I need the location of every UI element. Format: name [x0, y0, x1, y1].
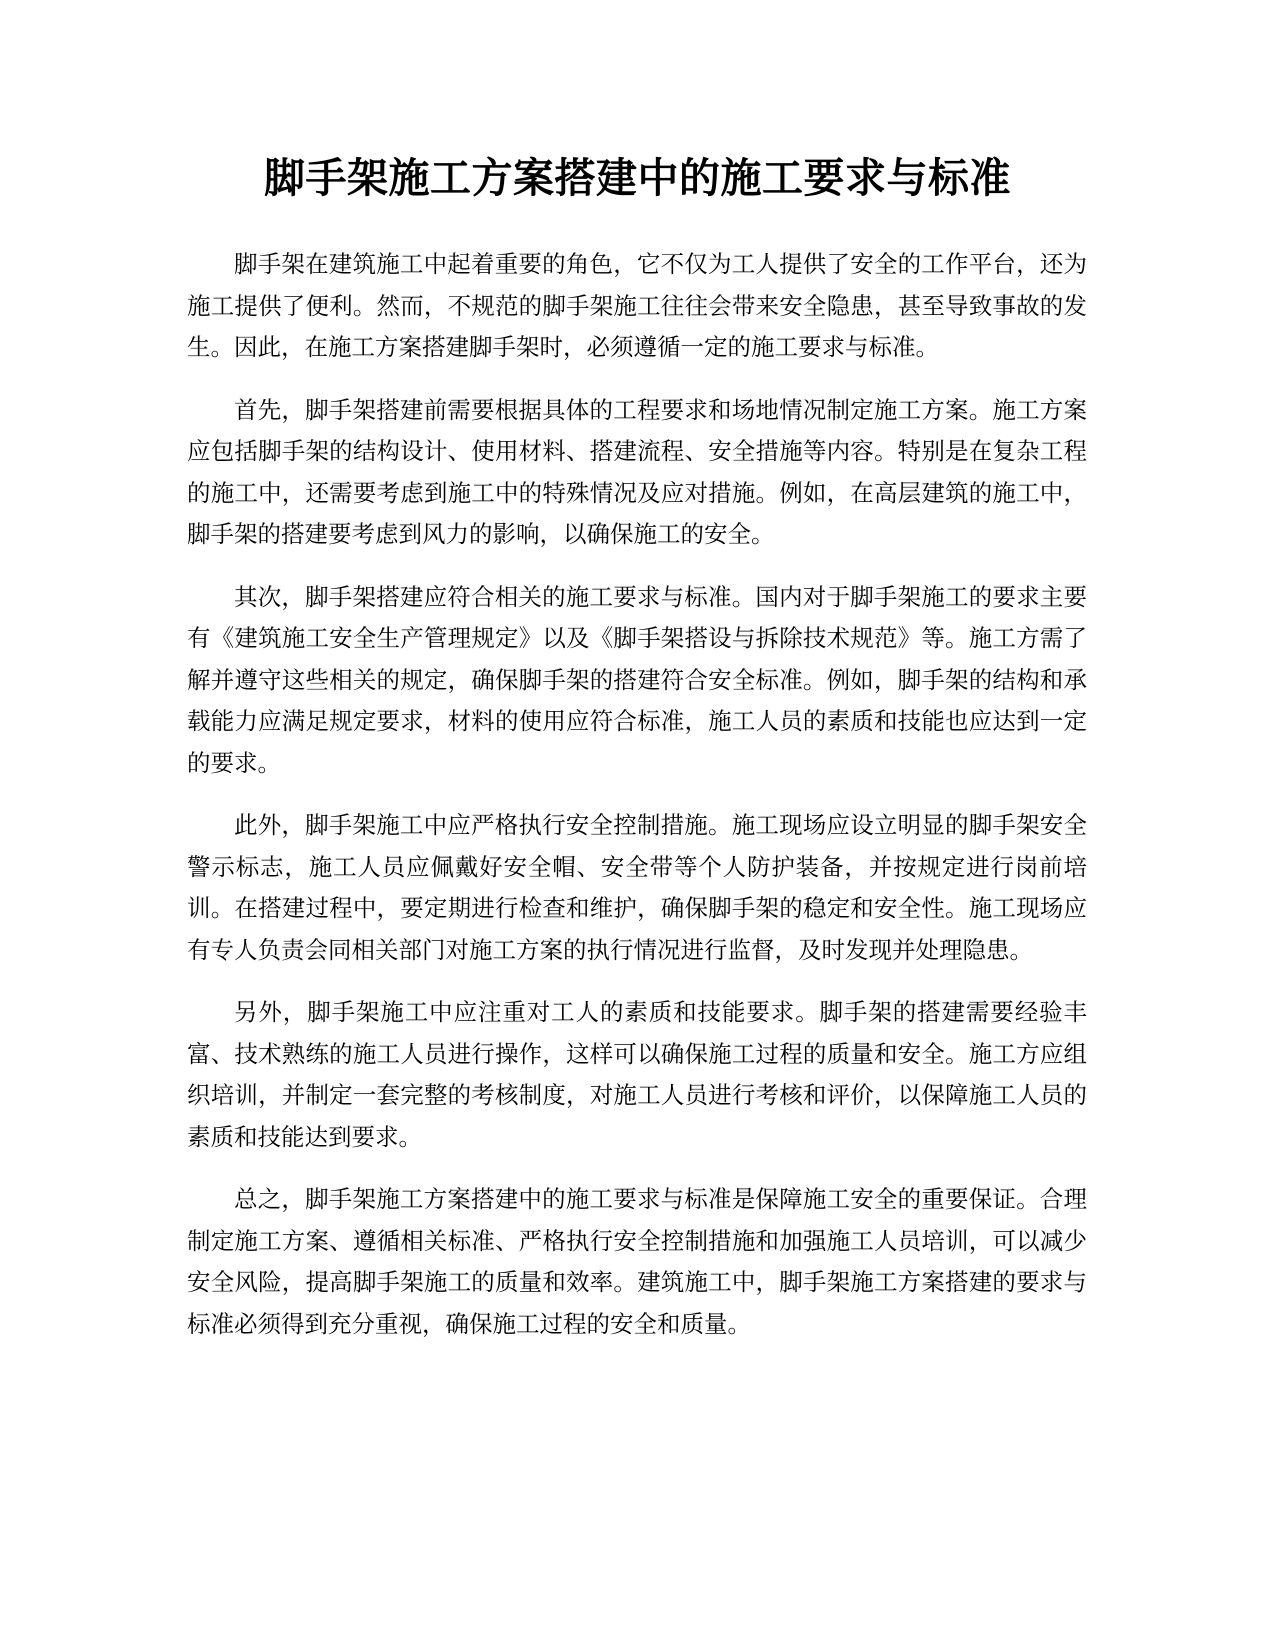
paragraph-1: 脚手架在建筑施工中起着重要的角色，它不仅为工人提供了安全的工作平台，还为施工提供了便利。然而，不规范的脚手架施工往往会带来安全隐患，甚至导致事故的发生。因此，在施工方案搭建脚手架时，必须遵循一定的施工要求与标准。: [187, 250, 1087, 361]
paragraph-4: 此外，脚手架施工中应严格执行安全控制措施。施工现场应设立明显的脚手架安全警示标志，施工人员应佩戴好安全帽、安全带等个人防护装备，并按规定进行岗前培训。在搭建过程中，要定期进行检查和维护，确保脚手架的稳定和安全性。施工现场应有专人负责会同相关部门对施工方案的执行情况进行监督，及时发现并处理隐患。: [187, 811, 1087, 964]
paragraph-2: 首先，脚手架搭建前需要根据具体的工程要求和场地情况制定施工方案。施工方案应包括脚手架的结构设计、使用材料、搭建流程、安全措施等内容。特别是在复杂工程的施工中，还需要考虑到施工中的特殊情况及应对措施。例如，在高层建筑的施工中，脚手架的搭建要考虑到风力的影响，以确保施工的安全。: [187, 395, 1087, 548]
paragraph-6: 总之，脚手架施工方案搭建中的施工要求与标准是保障施工安全的重要保证。合理制定施工方案、遵循相关标准、严格执行安全控制措施和加强施工人员培训，可以减少安全风险，提高脚手架施工的质量和效率。建筑施工中，脚手架施工方案搭建的要求与标准必须得到充分重视，确保施工过程的安全和质量。: [187, 1185, 1087, 1338]
paragraph-5: 另外，脚手架施工中应注重对工人的素质和技能要求。脚手架的搭建需要经验丰富、技术熟练的施工人员进行操作，这样可以确保施工过程的质量和安全。施工方应组织培训，并制定一套完整的考核制度，对施工人员进行考核和评价，以保障施工人员的素质和技能达到要求。: [187, 998, 1087, 1151]
paragraph-3: 其次，脚手架搭建应符合相关的施工要求与标准。国内对于脚手架施工的要求主要有《建筑施工安全生产管理规定》以及《脚手架搭设与拆除技术规范》等。施工方需了解并遵守这些相关的规定，确保脚手架的搭建符合安全标准。例如，脚手架的结构和承载能力应满足规定要求，材料的使用应符合标准，施工人员的素质和技能也应达到一定的要求。: [187, 582, 1087, 777]
document-title: 脚手架施工方案搭建中的施工要求与标准: [264, 154, 1011, 202]
document-body: [187, 244, 1087, 1366]
